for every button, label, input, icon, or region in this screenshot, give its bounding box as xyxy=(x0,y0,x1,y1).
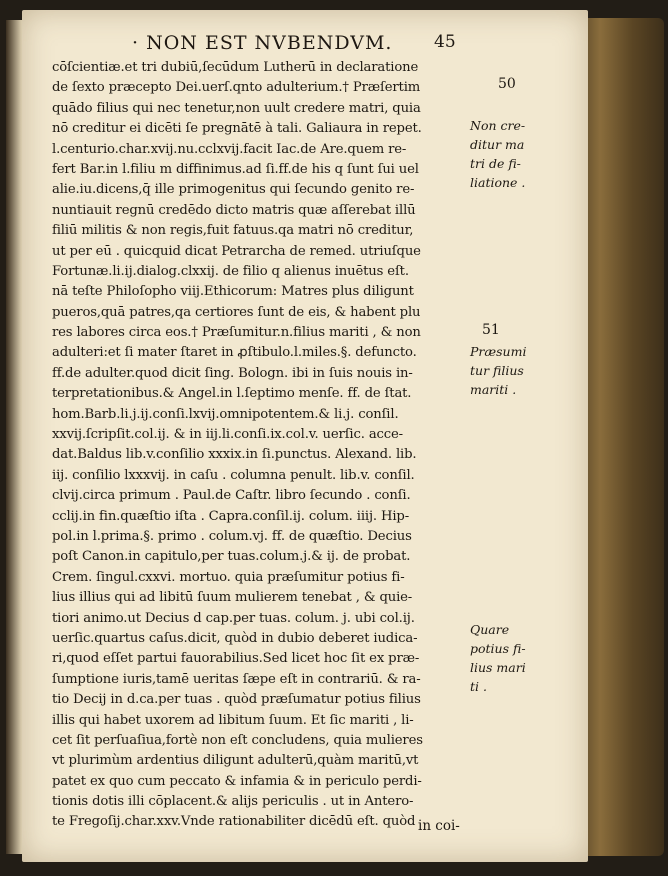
text-line: cet ſit perſuaſiua,fortè non eſt concludens, quia mulieres xyxy=(52,732,423,748)
marginal-note-line: Non cre- xyxy=(470,118,526,133)
text-line: uerſic.quartus caſus.dicit, quòd in dubio deberet iudica- xyxy=(52,630,418,646)
marginal-note-line: mariti . xyxy=(470,382,517,397)
text-line: vt plurimùm ardentius diligunt adulterū,quàm maritū,vt xyxy=(52,753,419,769)
text-line: l.centurio.char.xvij.nu.cclxvij.facit Iac.de Are.quem re- xyxy=(52,141,407,157)
page-number: 45 xyxy=(434,32,456,52)
text-line: ſumptione iuris,tamē ueritas ſæpe eſt in contrariū. & ra- xyxy=(52,671,421,687)
text-line: iij. conſilio lxxxvij. in caſu . columna penult. lib.v. conſil. xyxy=(52,467,415,483)
marginal-note-line: liatione . xyxy=(470,175,526,190)
right-page-edges xyxy=(586,18,664,856)
text-line: tio Decij in d.ca.per tuas . quòd præſumatur potius filius xyxy=(52,692,421,708)
marginal-note-line: Quare xyxy=(470,622,510,637)
text-line: nuntiauit regnū credēdo dicto matris quæ aſſerebat illū xyxy=(52,202,416,218)
text-line: nā teſte Philoſopho viij.Ethicorum: Matres plus diligunt xyxy=(52,284,414,300)
line-number-51: 51 xyxy=(482,322,500,338)
text-line: patet ex quo cum peccato & infamia & in periculo perdi- xyxy=(52,773,422,789)
text-line: Fortunæ.li.ij.dialog.clxxij. de filio q alienus inuētus eſt. xyxy=(52,263,409,279)
marginal-note-line: tri de fi- xyxy=(470,156,521,171)
text-line: te Fregoſij.char.xxv.Vnde rationabiliter dicēdū eſt. quòd xyxy=(52,814,416,830)
text-line: hom.Barb.li.j.ij.conſi.lxvij.omnipotentem.& li.j. conſil. xyxy=(52,406,399,422)
text-line: ff.de adulter.quod dicit ſing. Bologn. ibi in ſuis nouis in- xyxy=(52,365,413,381)
text-line: ut per eū . quicquid dicat Petrarcha de remed. utriuſque xyxy=(52,243,421,259)
text-line: res labores circa eos.† Præſumitur.n.filius mariti , & non xyxy=(52,325,421,341)
text-line: filiū militis & non regis,fuit fatuus.qa matri nō creditur, xyxy=(52,223,414,239)
text-line: tionis dotis illi cōplacent.& alijs periculis . ut in Antero- xyxy=(52,794,414,810)
running-head: · NON EST NVBENDVM. xyxy=(132,32,393,54)
text-line: nō creditur ei dicēti ſe pregnātē à tali. Galiaura in repet. xyxy=(52,121,422,137)
marginal-note-line: ditur ma xyxy=(470,137,525,152)
marginal-note-line: tur filius xyxy=(470,363,524,378)
text-line: terpretationibus.& Angel.in l.ſeptimo menſe. ff. de ſtat. xyxy=(52,386,412,402)
text-line: Crem. ſingul.cxxvi. mortuo. quia præſumitur potius fi- xyxy=(52,569,405,585)
text-line: dat.Baldus lib.v.conſilio xxxix.in ſi.punctus. Alexand. lib. xyxy=(52,447,417,463)
marginal-note-line: potius fi- xyxy=(470,641,526,656)
text-line: fert Bar.in l.filiu m diffinimus.ad ſi.ff.de his q ſunt ſui uel xyxy=(52,161,419,177)
text-line: lius illius qui ad libitū ſuum mulierem tenebat , & quie- xyxy=(52,590,413,606)
marginal-note-line: lius mari xyxy=(470,660,526,675)
body-text xyxy=(52,58,472,833)
marginal-note-line: Præsumi xyxy=(470,344,527,359)
text-line: tiori animo.ut Decius d cap.per tuas. colum. j. ubi col.ij. xyxy=(52,610,415,626)
text-line: pueros,quā patres,qa certiores ſunt de eis, & habent plu xyxy=(52,304,421,320)
marginal-note-presumption xyxy=(470,342,540,399)
text-line: poſt Canon.in capitulo,per tuas.colum.j.& ij. de probat. xyxy=(52,549,411,565)
marginal-note-quare xyxy=(470,620,540,696)
marginal-note-line: ti . xyxy=(470,679,487,694)
text-line: ri,quod eſſet partui fauorabilius.Sed licet hoc ſit ex præ- xyxy=(52,651,420,667)
text-line: de ſexto præcepto Dei.uerſ.qnto adulterium.† Præſertim xyxy=(52,80,421,96)
text-line: quādo filius qui nec tenetur,non uult credere matri, quia xyxy=(52,100,421,116)
catchword: in coi- xyxy=(418,818,460,834)
text-line: clvij.circa primum . Paul.de Caſtr. libro ſecundo . conſi. xyxy=(52,488,411,504)
text-line: xxvij.ſcripſit.col.ij. & in iij.li.conſi.ix.col.v. uerſic. acce- xyxy=(52,427,403,443)
text-line: adulteri:et ſi mater ſtaret in ꝓſtibulo.l.miles.§. defuncto. xyxy=(52,345,417,361)
line-number-50: 50 xyxy=(498,76,516,92)
marginal-note-filiation xyxy=(470,116,540,192)
text-line: pol.in l.prima.§. primo . colum.vj. ff. de quæſtio. Decius xyxy=(52,528,412,544)
text-line: alie.iu.dicens,q̄ ille primogenitus qui ſecundo genito re- xyxy=(52,182,415,198)
text-line: cōſcientiæ.et tri dubiū,ſecūdum Lutherū in declaratione xyxy=(52,60,419,75)
text-line: cclij.in fin.quæſtio iſta . Capra.conſil.ij. colum. iiij. Hip- xyxy=(52,508,410,524)
text-line: illis qui habet uxorem ad libitum ſuum. Et ſic mariti , li- xyxy=(52,712,414,728)
